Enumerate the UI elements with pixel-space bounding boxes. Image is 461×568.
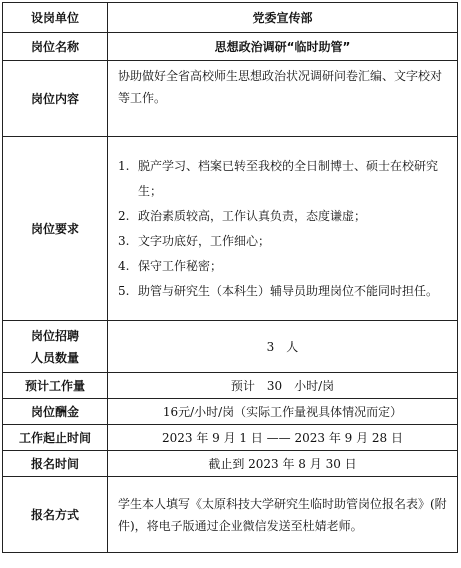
- job-posting-table: [2, 2, 458, 553]
- row-name: [3, 33, 458, 61]
- period-value: 2023 年 9 月 1 日 —— 2023 年 9 月 28 日: [108, 425, 458, 451]
- method-value: 学生本人填写《太原科技大学研究生临时助管岗位报名表》(附件)，将电子版通过企业微信发送至杜婧老师。: [108, 477, 458, 553]
- period-label: 工作起止时间: [3, 425, 108, 451]
- requirement-item: 1. 脱产学习、档案已转至我校的全日制博士、硕士在校研究生；: [118, 158, 439, 198]
- row-deadline: [3, 451, 458, 477]
- row-headcount: [3, 321, 458, 373]
- row-pay: [3, 399, 458, 425]
- requirement-item: 5. 助管与研究生（本科生）辅导员助理岗位不能同时担任。: [118, 283, 439, 298]
- method-label: 报名方式: [3, 477, 108, 553]
- row-content: [3, 61, 458, 137]
- row-requirements: [3, 137, 458, 321]
- unit-label: 设岗单位: [3, 3, 108, 33]
- name-value: 思想政治调研“临时助管”: [108, 33, 458, 61]
- deadline-value: 截止到 2023 年 8 月 30 日: [108, 451, 458, 477]
- requirements-cell: [108, 137, 458, 321]
- requirement-item: 3. 文字功底好，工作细心；: [118, 233, 271, 248]
- pay-label: 岗位酬金: [3, 399, 108, 425]
- requirement-item: 2. 政治素质较高，工作认真负责，态度谦虚；: [118, 208, 367, 223]
- workload-label: 预计工作量: [3, 373, 108, 399]
- unit-value: 党委宣传部: [108, 3, 458, 33]
- content-label: 岗位内容: [3, 61, 108, 137]
- row-period: [3, 425, 458, 451]
- row-method: [3, 477, 458, 553]
- row-workload: [3, 373, 458, 399]
- row-unit: [3, 3, 458, 33]
- content-value: 协助做好全省高校师生思想政治状况调研问卷汇编、文字校对等工作。: [108, 61, 458, 137]
- headcount-value: 3 人: [108, 321, 458, 373]
- deadline-label: 报名时间: [3, 451, 108, 477]
- requirements-label: 岗位要求: [3, 137, 108, 321]
- requirements-list: [108, 154, 447, 304]
- requirement-item: 4. 保守工作秘密；: [118, 258, 223, 273]
- workload-value: 预计 30 小时/岗: [108, 373, 458, 399]
- name-label: 岗位名称: [3, 33, 108, 61]
- headcount-label: 岗位招聘 人员数量: [3, 321, 108, 373]
- pay-value: 16元/小时/岗（实际工作量视具体情况而定）: [108, 399, 458, 425]
